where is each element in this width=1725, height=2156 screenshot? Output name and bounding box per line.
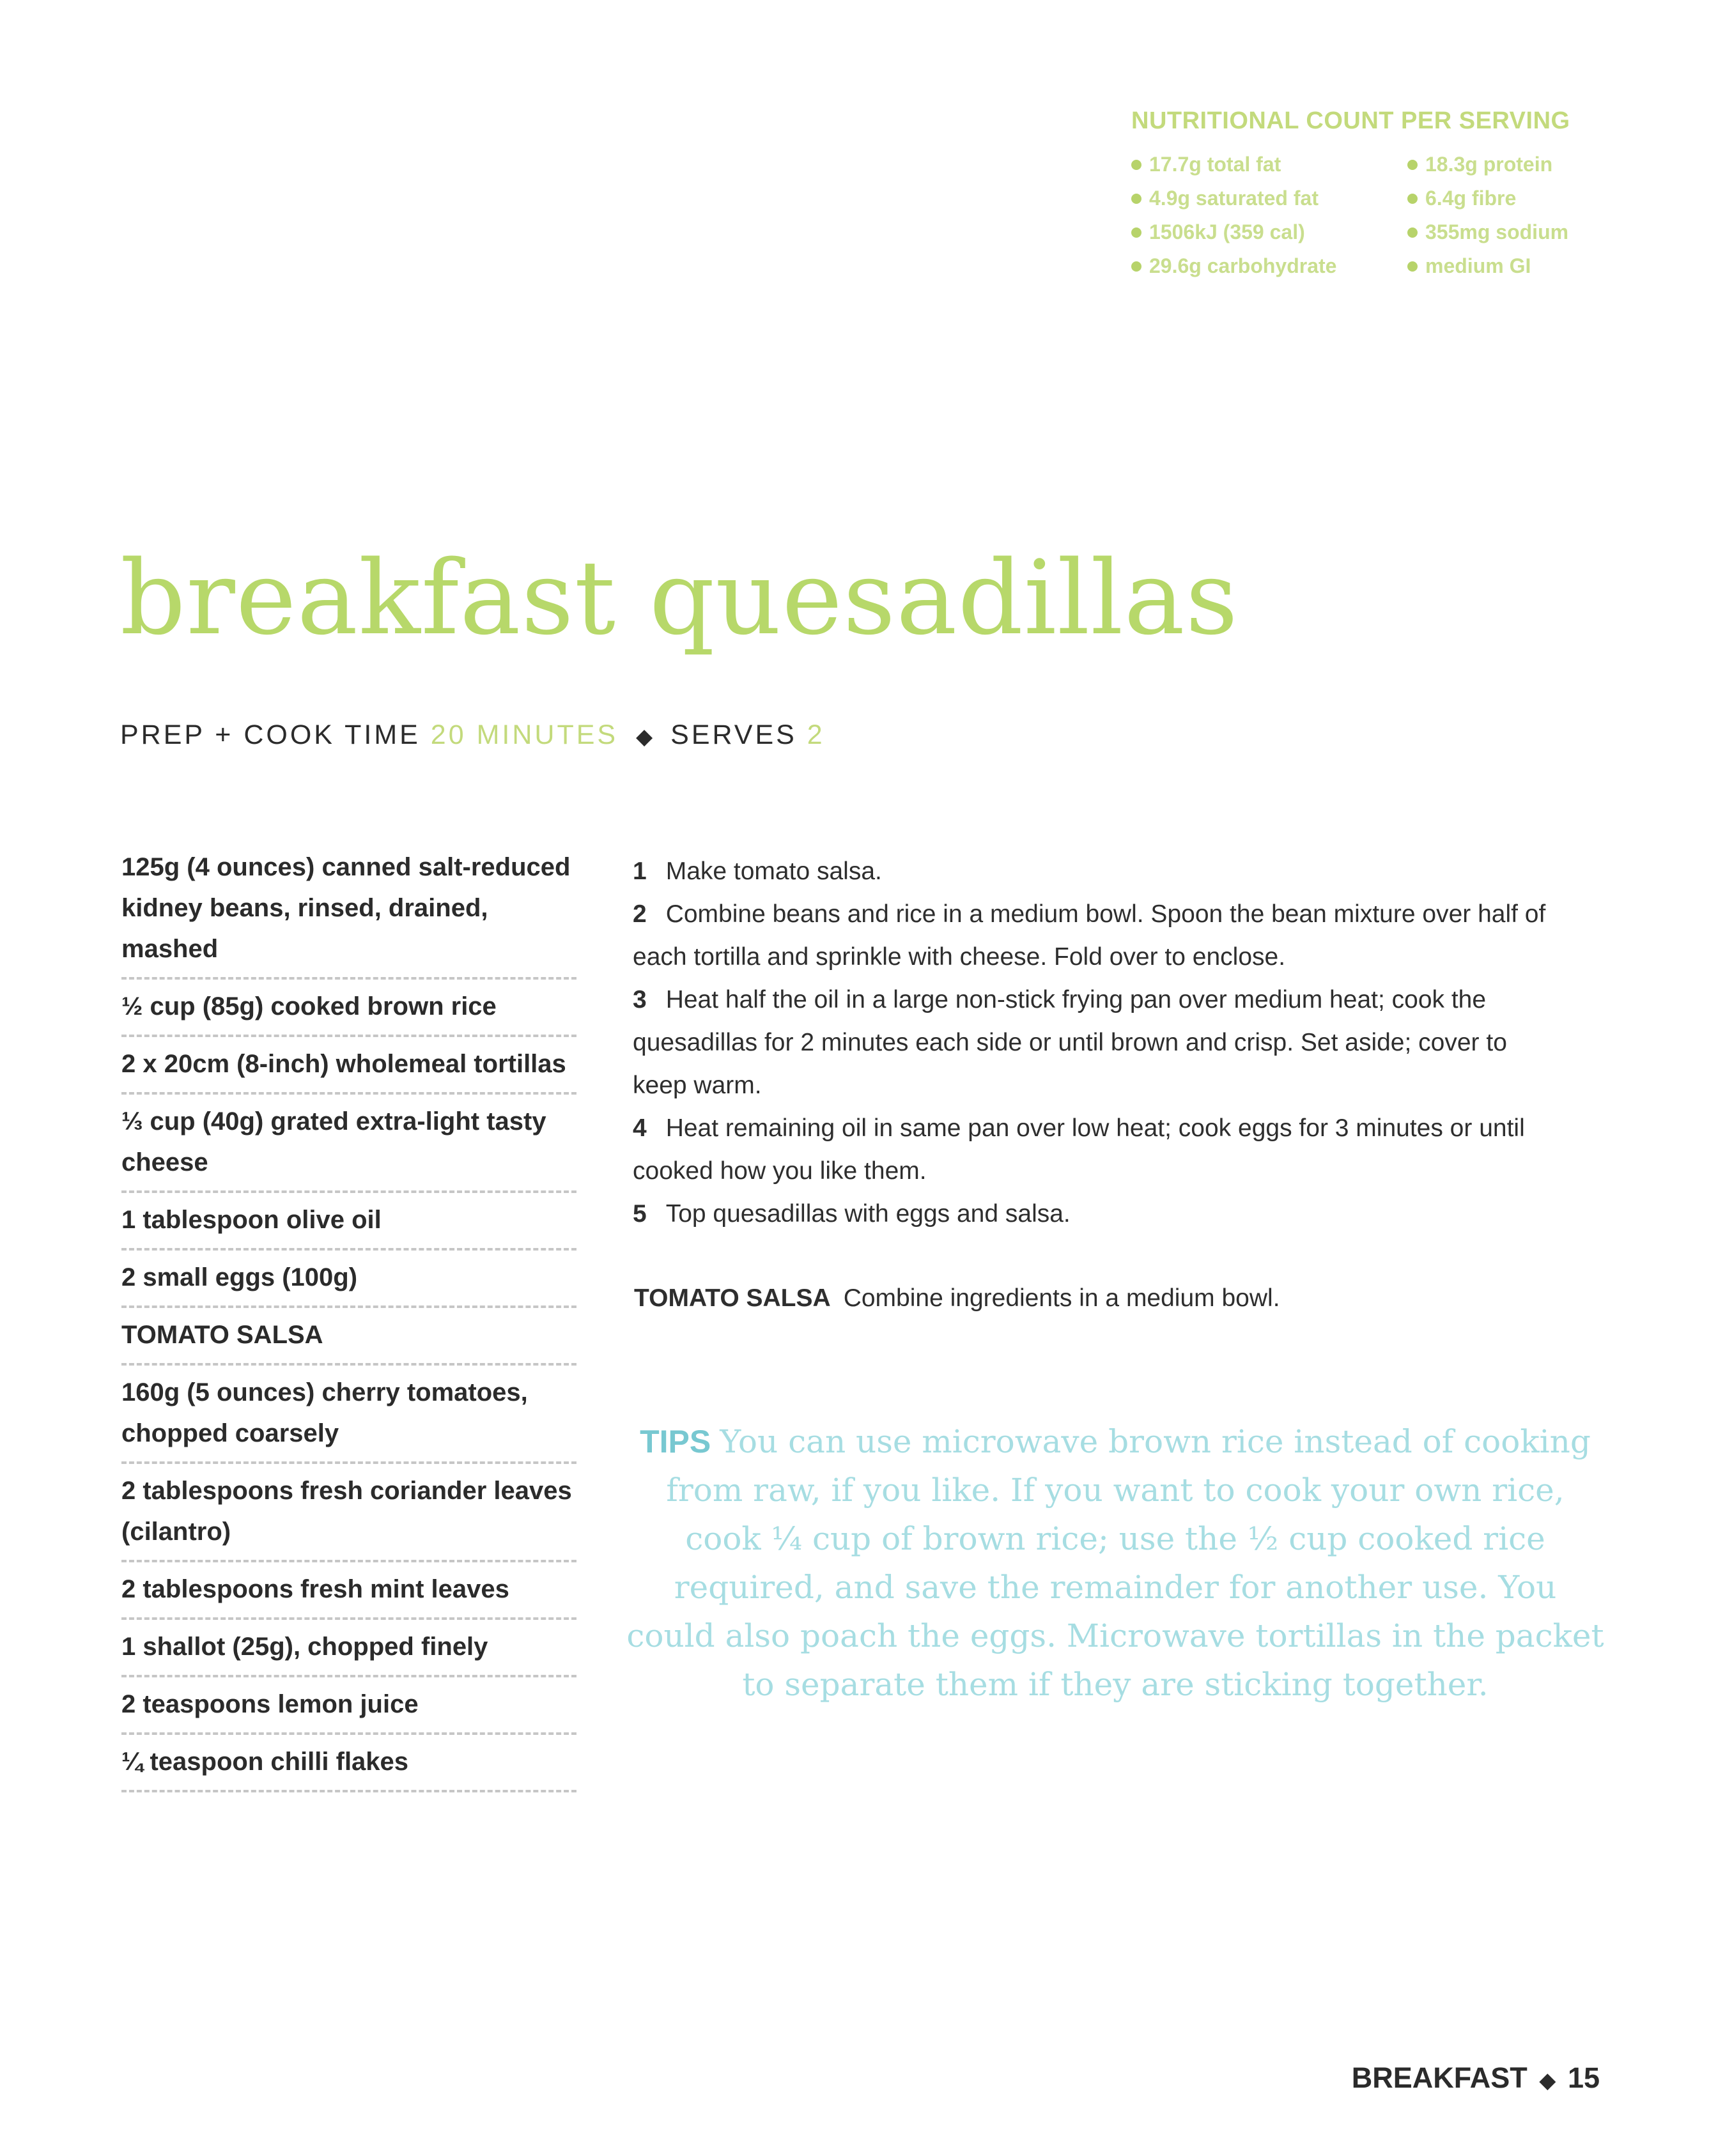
tips-text: You can use microwave brown rice instead of cooking from raw, if you like. If you want to cook your own rice, cook ¼ cup of brown rice; use the ½ cup cooked rice required, and save the remainder for another use. You could also poach the eggs. Microwave tortillas in the packet to separate them if they are sticking together.: [626, 1423, 1604, 1703]
diamond-icon: ◆: [636, 725, 656, 749]
method-step: [633, 893, 1553, 978]
bullet-icon: [1131, 194, 1141, 204]
serves-value: 2: [807, 720, 825, 750]
bullet-icon: [1131, 160, 1141, 170]
ingredient-item: 2 tablespoons fresh mint leaves: [121, 1562, 576, 1620]
ingredient-item: 2 teaspoons lemon juice: [121, 1677, 576, 1735]
recipe-title: breakfast quesadillas: [120, 538, 1239, 658]
page-footer: [1352, 2061, 1600, 2095]
method-step: [633, 1107, 1553, 1192]
section-name: BREAKFAST: [1351, 2061, 1528, 2094]
tips-label: TIPS: [640, 1424, 711, 1459]
bullet-icon: [1407, 194, 1418, 204]
step-number: 5: [633, 1200, 647, 1228]
step-number: 1: [633, 858, 647, 885]
ingredient-item: 1 tablespoon olive oil: [121, 1193, 576, 1251]
ingredient-item: 2 small eggs (100g): [121, 1251, 576, 1308]
salsa-instructions: [634, 1277, 1280, 1320]
nutrition-title: NUTRITIONAL COUNT PER SERVING: [1131, 107, 1570, 134]
prep-label: PREP + COOK TIME: [120, 720, 421, 750]
nutrition-item: 1506kJ (359 cal): [1131, 220, 1407, 244]
nutrition-item: 6.4g fibre: [1407, 187, 1599, 210]
nutrition-item: medium GI: [1407, 254, 1599, 278]
method-step: [633, 978, 1553, 1107]
method-step: [633, 850, 1553, 893]
bullet-icon: [1131, 227, 1141, 238]
bullet-icon: [1407, 261, 1418, 272]
salsa-text: Combine ingredients in a medium bowl.: [843, 1284, 1280, 1312]
salsa-label: TOMATO SALSA: [634, 1284, 831, 1312]
step-number: 2: [633, 900, 647, 928]
step-text: Top quesadillas with eggs and salsa.: [665, 1200, 1071, 1228]
nutrition-grid: [1131, 153, 1604, 278]
ingredient-item: 160g (5 ounces) cherry tomatoes, chopped coarsely: [121, 1366, 576, 1464]
bullet-icon: [1407, 227, 1418, 238]
step-text: Heat remaining oil in same pan over low heat; cook eggs for 3 minutes or until cooked how you like them.: [633, 1114, 1525, 1185]
ingredient-item: 2 tablespoons fresh coriander leaves (cilantro): [121, 1464, 576, 1562]
step-text: Make tomato salsa.: [665, 858, 882, 885]
step-number: 4: [633, 1114, 647, 1142]
method-steps: [633, 850, 1553, 1235]
bullet-icon: [1407, 160, 1418, 170]
step-text: Heat half the oil in a large non-stick frying pan over medium heat; cook the quesadillas for 2 minutes each side or until brown and crisp. Set aside; cover to keep warm.: [633, 986, 1507, 1099]
step-number: 3: [633, 986, 647, 1013]
diamond-icon: ◆: [1539, 2068, 1556, 2093]
ingredient-item: ½ cup (85g) cooked brown rice: [121, 980, 576, 1037]
nutrition-item: 355mg sodium: [1407, 220, 1599, 244]
step-text: Combine beans and rice in a medium bowl. Spoon the bean mixture over half of each tortilla and sprinkle with cheese. Fold over to enclose.: [633, 900, 1546, 971]
prep-value: 20 MINUTES: [430, 720, 619, 750]
nutrition-item: 29.6g carbohydrate: [1131, 254, 1407, 278]
ingredient-subheading: TOMATO SALSA: [121, 1308, 576, 1366]
ingredients-list: [121, 847, 576, 1792]
ingredient-item: ¼ teaspoon chilli flakes: [121, 1735, 576, 1792]
serves-label: SERVES: [670, 720, 797, 750]
nutrition-item: 17.7g total fat: [1131, 153, 1407, 176]
tips-box: [626, 1417, 1604, 1709]
bullet-icon: [1131, 261, 1141, 272]
nutrition-panel: [1131, 107, 1604, 278]
ingredient-item: 2 x 20cm (8-inch) wholemeal tortillas: [121, 1037, 576, 1095]
method-step: [633, 1192, 1553, 1235]
ingredient-item: 1 shallot (25g), chopped finely: [121, 1620, 576, 1677]
nutrition-item: 4.9g saturated fat: [1131, 187, 1407, 210]
ingredient-item: 125g (4 ounces) canned salt-reduced kidney beans, rinsed, drained, mashed: [121, 847, 576, 980]
page-number: 15: [1567, 2061, 1600, 2094]
ingredient-item: ⅓ cup (40g) grated extra-light tasty cheese: [121, 1095, 576, 1193]
nutrition-item: 18.3g protein: [1407, 153, 1599, 176]
prep-serves-line: [120, 720, 825, 751]
